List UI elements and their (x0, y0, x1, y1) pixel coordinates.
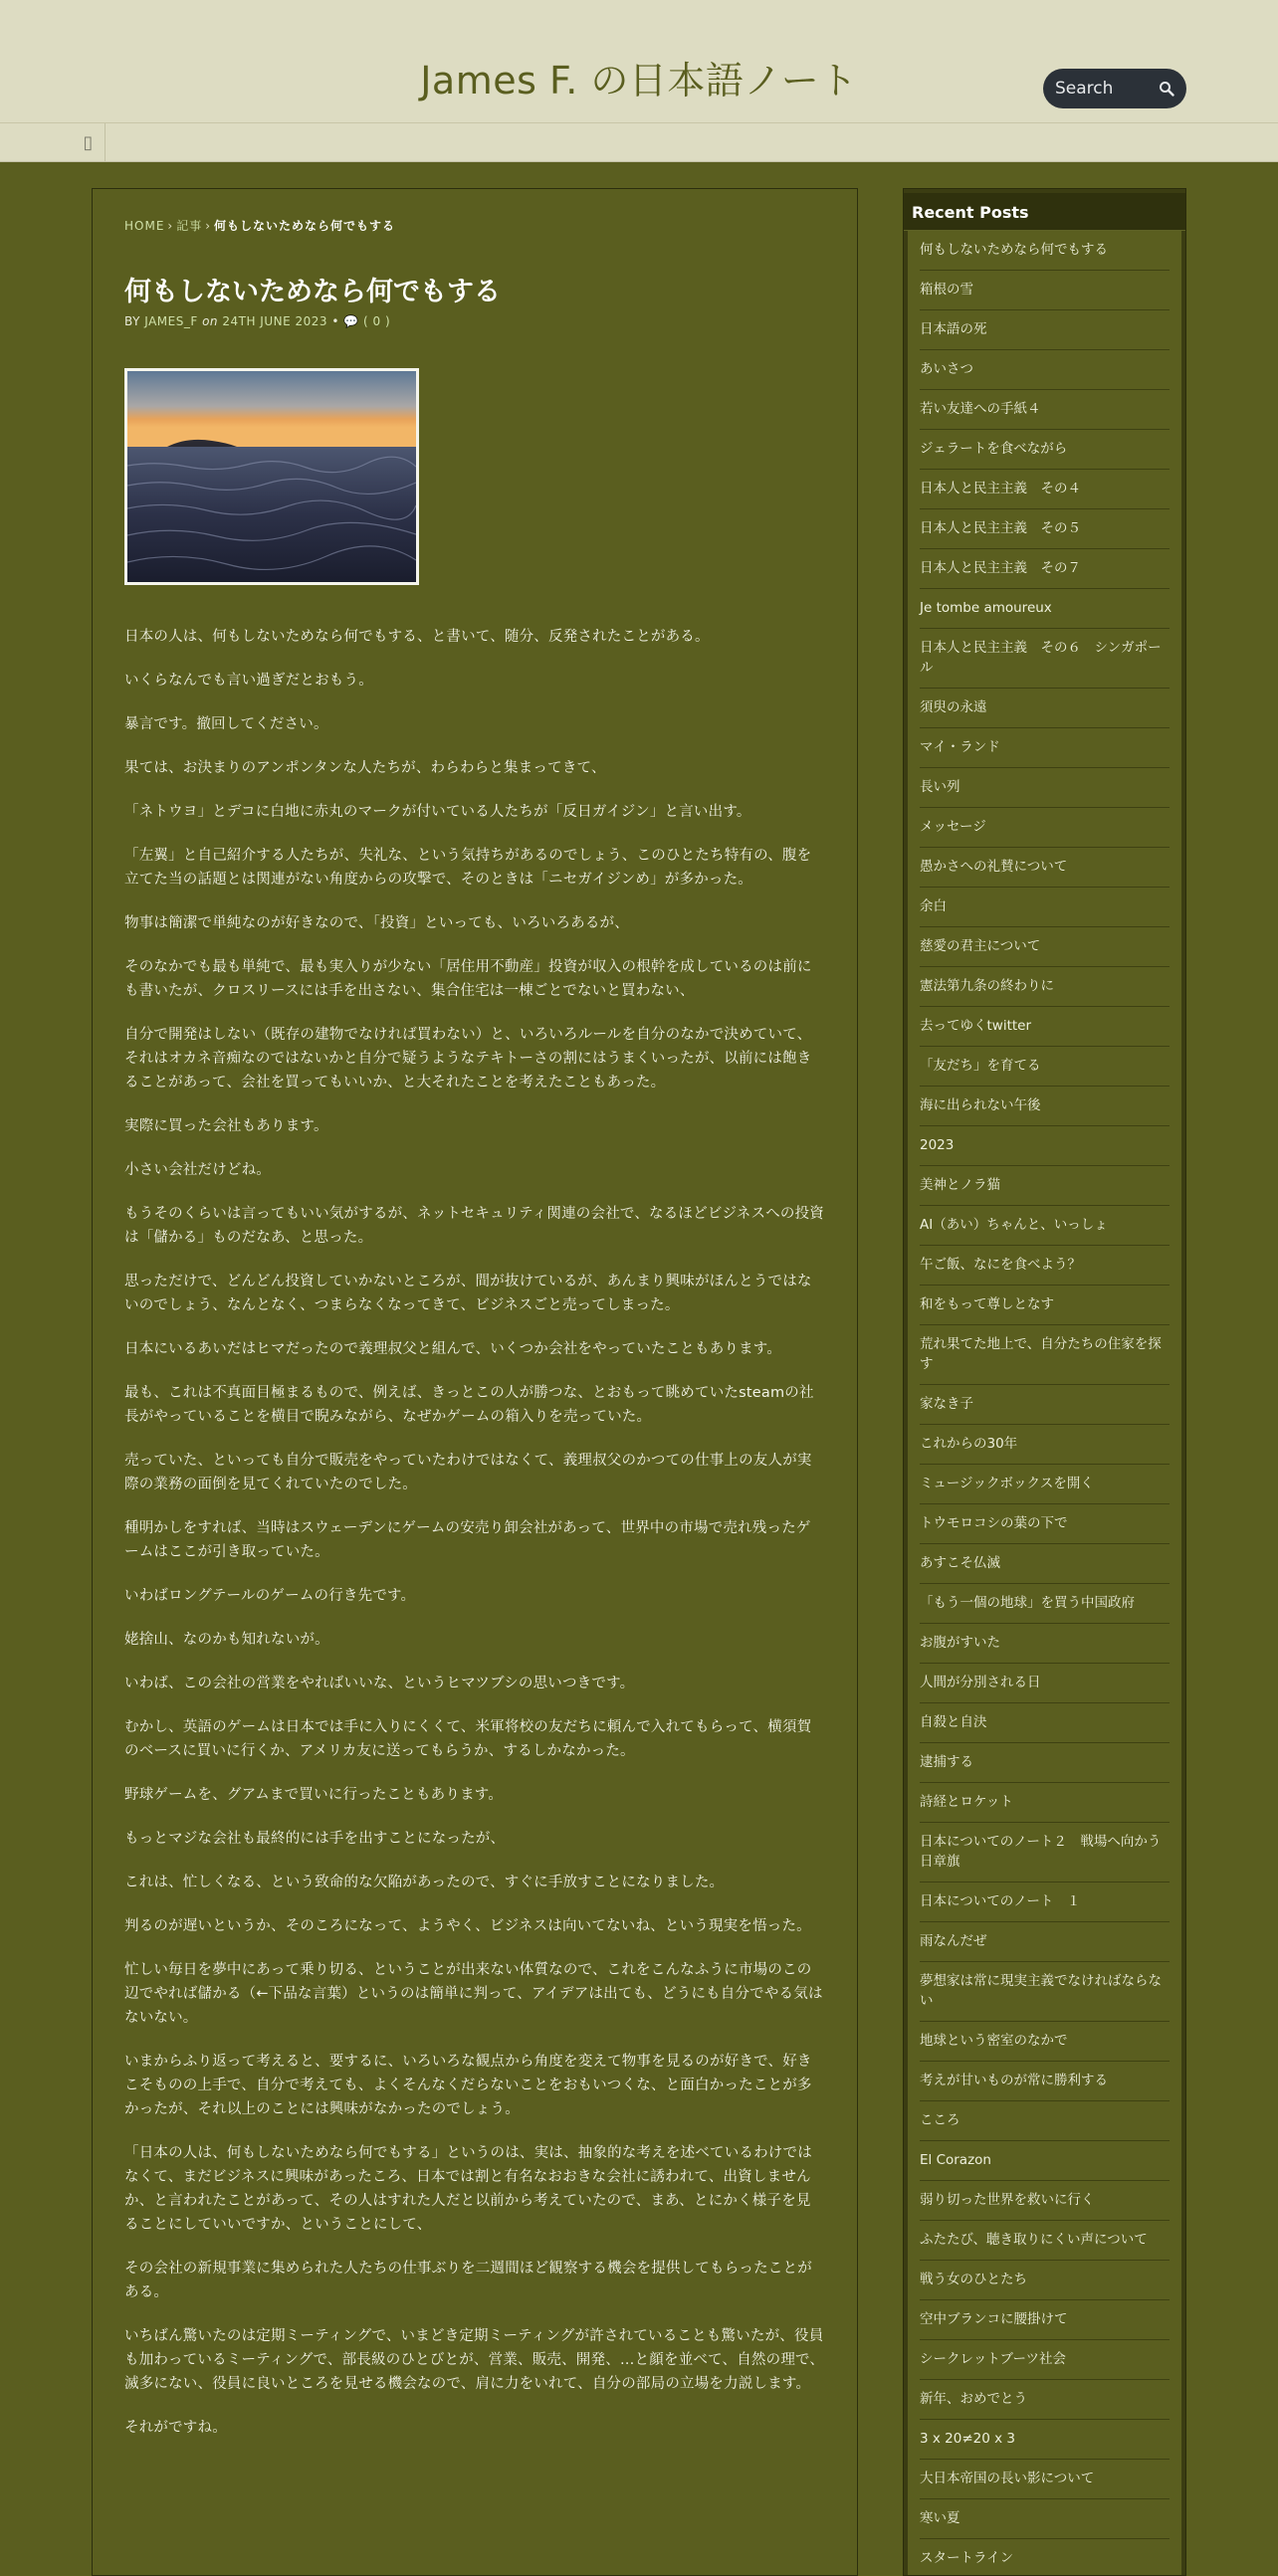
recent-post-link[interactable]: 地球という密室のなかで (920, 2022, 1170, 2062)
recent-post-link[interactable]: 考えが甘いものが常に勝利する (920, 2062, 1170, 2101)
recent-post-link[interactable]: 2023 (920, 1126, 1170, 1166)
recent-post-link[interactable]: 和をもって尊しとなす (920, 1286, 1170, 1325)
recent-post-link[interactable]: 人間が分別される日 (920, 1664, 1170, 1703)
nav-bar (0, 123, 1278, 162)
recent-post-link[interactable]: 戦う女のひとたち (920, 2261, 1170, 2300)
recent-post-link[interactable]: お腹がすいた (920, 1624, 1170, 1664)
recent-post-link[interactable]: 日本人と民主主義 その６ シンガポール (920, 629, 1170, 689)
recent-post-link[interactable]: ジェラートを食べながら (920, 430, 1170, 470)
author-link[interactable]: JAMES_F (144, 314, 198, 328)
post-paragraph: それがですね。 (124, 2420, 227, 2436)
post-paragraph: むかし、英語のゲームは日本では手に入りにくくて、米軍将校の友だちに頼んで入れてもらって、横須賀のベースに買いに行くか、アメリカ友に送ってもらうか、するしかなかった。 (124, 1719, 812, 1759)
post-paragraph: 日本にいるあいだはヒマだったので義理叔父と組んで、いくつか会社をやっていたこともあります。 (124, 1341, 782, 1357)
post-paragraph: 「日本の人は、何もしないためなら何でもする」というのは、実は、抽象的な考えを述べているわけではなくて、まだビジネスに興味があったころ、日本では割と有名なおおきな会社に誘われて、出資しませんか、と言われたことがあって、その人はすれた人だと以前から考えていたので、まあ、とにかく様子を見ることにしていいですか、ということにして、 (124, 2145, 812, 2233)
recent-post-link[interactable]: 慈愛の君主について (920, 927, 1170, 967)
breadcrumb-current: 何もしないためなら何でもする (214, 219, 396, 233)
featured-image (124, 368, 419, 585)
recent-post-link[interactable]: シークレットブーツ社会 (920, 2340, 1170, 2380)
site-header (0, 0, 1278, 123)
recent-post-link[interactable]: 日本についてのノート １ (920, 1882, 1170, 1922)
recent-posts-title: Recent Posts (904, 193, 1185, 231)
recent-post-link[interactable]: あいさつ (920, 350, 1170, 390)
recent-post-link[interactable]: 須臾の永遠 (920, 689, 1170, 728)
recent-post-link[interactable]: あすこそ仏滅 (920, 1544, 1170, 1584)
recent-post-link[interactable]: 「友だち」を育てる (920, 1047, 1170, 1087)
recent-post-link[interactable]: 弱り切った世界を救いに行く (920, 2181, 1170, 2221)
recent-post-link[interactable]: 日本についてのノート２ 戦場へ向かう日章旗 (920, 1823, 1170, 1882)
recent-post-link[interactable]: 寒い夏 (920, 2499, 1170, 2539)
recent-post-link[interactable]: Je tombe amoureux (920, 589, 1170, 629)
comments-link[interactable]: ( 0 ) (363, 314, 391, 328)
post-paragraph: 小さい会社だけどね。 (124, 1162, 271, 1178)
post-title: 何もしないためなら何でもする (124, 277, 501, 307)
breadcrumb-home[interactable]: HOME (124, 219, 165, 233)
recent-post-link[interactable]: ふたたび、聴き取りにくい声について (920, 2221, 1170, 2261)
breadcrumb-separator: › (167, 219, 174, 233)
recent-post-link[interactable]: 雨なんだぜ (920, 1922, 1170, 1962)
recent-post-link[interactable]: 「もう一個の地球」を買う中国政府 (920, 1584, 1170, 1624)
post-paragraph: 物事は簡潔で単純なのが好きなので、「投資」といっても、いろいろあるが、 (124, 915, 629, 931)
recent-post-link[interactable]: 余白 (920, 888, 1170, 927)
recent-post-link[interactable]: 詩経とロケット (920, 1783, 1170, 1823)
post-paragraph: 野球ゲームを、グアムまで買いに行ったこともあります。 (124, 1787, 504, 1803)
recent-post-link[interactable]: AI（あい）ちゃんと、いっしょ (920, 1206, 1170, 1246)
main-content (92, 188, 858, 2576)
recent-post-link[interactable]: 自殺と自決 (920, 1703, 1170, 1743)
post-paragraph: 最も、これは不真面目極まるもので、例えば、きっとこの人が勝つな、とおもって眺めていたsteamの社長がやっていることを横目で睨みながら、なぜかゲームの箱入りを売っていた。 (124, 1385, 814, 1425)
post-paragraph: いまからふり返って考えると、要するに、いろいろな観点から角度を変えて物事を見るのが好きで、好きこそものの上手で、自分で考えても、よくそんなくだらないことをおもいつくな、と面白かったことが多かったが、それ以上のことには興味がなかったのでしょう。 (124, 2054, 812, 2117)
recent-post-link[interactable]: スタートライン (920, 2539, 1170, 2576)
recent-post-link[interactable]: 新年、おめでとう (920, 2380, 1170, 2420)
recent-post-link[interactable]: 長い列 (920, 768, 1170, 808)
meta-dot: • (331, 314, 339, 328)
recent-post-link[interactable]: トウモロコシの葉の下で (920, 1504, 1170, 1544)
post-paragraph: 思っただけで、どんどん投資していかないところが、間が抜けているが、あんまり興味がほんとうではないのでしょう、なんとなく、つまらなくなってきて、ビジネスごと売ってしまった。 (124, 1274, 812, 1313)
site-title[interactable]: James F. の日本語ノート (420, 59, 858, 102)
recent-post-link[interactable]: 空中ブランコに腰掛けて (920, 2300, 1170, 2340)
post-paragraph: 売っていた、といっても自分で販売をやっていたわけではなくて、義理叔父のかつての仕事上の友人が実際の業務の面倒を見てくれていたのでした。 (124, 1453, 812, 1492)
menu-toggle-icon[interactable]: ▯ (72, 123, 106, 161)
recent-post-link[interactable]: ミュージックボックスを開く (920, 1465, 1170, 1504)
recent-post-link[interactable]: 日本人と民主主義 その５ (920, 509, 1170, 549)
post-paragraph: 果ては、お決まりのアンポンタンな人たちが、わらわらと集まってきて、 (124, 760, 606, 776)
recent-post-link[interactable]: 日本人と民主主義 その７ (920, 549, 1170, 589)
recent-post-link[interactable]: 荒れ果てた地上で、自分たちの住家を探す (920, 1325, 1170, 1385)
post-paragraph: 「左翼」と自己紹介する人たちが、失礼な、という気持ちがあるのでしょう、このひとたち特有の、腹を立てた当の話題とは関連がない角度からの攻撃で、そのときは「ニセガイジンめ」が多かった。 (124, 848, 812, 888)
breadcrumb (124, 217, 825, 234)
breadcrumb-separator: › (205, 219, 212, 233)
post-meta (124, 314, 825, 328)
recent-post-link[interactable]: El Corazon (920, 2141, 1170, 2181)
search-icon[interactable] (1159, 81, 1174, 97)
recent-post-link[interactable]: 愚かさへの礼賛について (920, 848, 1170, 888)
post-paragraph: もっとマジな会社も最終的には手を出すことになったが、 (124, 1831, 506, 1847)
recent-post-link[interactable]: 箱根の雪 (920, 271, 1170, 310)
recent-post-link[interactable]: 大日本帝国の長い影について (920, 2460, 1170, 2499)
meta-on: on (202, 314, 219, 328)
post-paragraph: その会社の新規事業に集められた人たちの仕事ぶりを二週間ほど観察する機会を提供してもらったことがある。 (124, 2261, 812, 2300)
post-content (124, 625, 825, 2440)
post-paragraph: 日本の人は、何もしないためなら何でもする、と書いて、随分、反発されたことがある。 (124, 629, 710, 645)
recent-post-link[interactable]: 3 x 20≠20 x 3 (920, 2420, 1170, 2460)
post-paragraph: いちばん驚いたのは定期ミーティングで、いまどき定期ミーティングが許されていることも驚いたが、役員も加わっているミーティングで、部長級のひとびとが、営業、販売、開発、…と顔を並べて、自然の理で、滅多にない、役員に良いところを見せる機会なので、肩に力をいれて、自分の部局の立場を力説します。 (124, 2328, 825, 2392)
recent-post-link[interactable]: 美神とノラ猫 (920, 1166, 1170, 1206)
post-paragraph: これは、忙しくなる、という致命的な欠陥があったので、すぐに手放すことになりました。 (124, 1875, 725, 1890)
comment-icon[interactable]: 💬 (343, 314, 359, 328)
search-input[interactable] (1055, 79, 1155, 99)
search-box[interactable] (1043, 69, 1186, 108)
post-paragraph: 判るのが遅いというか、そのころになって、ようやく、ビジネスは向いてないね、という現実を悟った。 (124, 1918, 811, 1934)
meta-by: BY (124, 314, 140, 328)
recent-post-link[interactable]: マイ・ランド (920, 728, 1170, 768)
post-paragraph: いわば、この会社の営業をやればいいな、というヒマツブシの思いつきです。 (124, 1676, 635, 1691)
post-paragraph: もうそのくらいは言ってもいい気がするが、ネットセキュリティ関連の会社で、なるほどビジネスへの投資は「儲かる」ものだなあ、と思った。 (124, 1206, 824, 1246)
sidebar (903, 188, 1186, 2576)
post-paragraph: 実際に買った会社もあります。 (124, 1118, 328, 1134)
post-paragraph: いくらなんでも言い過ぎだとおもう。 (124, 673, 373, 689)
post-paragraph: そのなかでも最も単純で、最も実入りが少ない「居住用不動産」投資が収入の根幹を成しているのは前にも書いたが、クロスリースには手を出さない、集合住宅は一棟ごとでないと買わない、 (124, 959, 812, 999)
post-paragraph: 忙しい毎日を夢中にあって乗り切る、ということが出来ない体質なので、これをこんなふうに市場のこの辺でやれば儲かる（←下品な言葉）というのは簡単に判って、アイデアは出ても、どうにも自分でやる気はないない。 (124, 1962, 823, 2026)
recent-post-link[interactable]: 逮捕する (920, 1743, 1170, 1783)
recent-posts-list (908, 231, 1181, 2576)
recent-post-link[interactable]: 家なき子 (920, 1385, 1170, 1425)
recent-post-link[interactable]: こころ (920, 2101, 1170, 2141)
post-paragraph: いわばロングテールのゲームの行き先です。 (124, 1588, 416, 1604)
recent-post-link[interactable]: これからの30年 (920, 1425, 1170, 1465)
post-paragraph: 姥捨山、なのかも知れないが。 (124, 1632, 329, 1648)
post-paragraph: 暴言です。撤回してください。 (124, 716, 328, 732)
recent-post-link[interactable]: 若い友達への手紙４ (920, 390, 1170, 430)
post-paragraph: 自分で開発はしない（既存の建物でなければ買わない）と、いろいろルールを自分のなかで決めていて、それはオカネ音痴なのではないかと自分で疑うようなテキトーさの割にはうまくいったが、以前には飽きることがあって、会社を買ってもいいか、と大それたことを考えたこともあった。 (124, 1027, 812, 1090)
recent-post-link[interactable]: メッセージ (920, 808, 1170, 848)
recent-post-link[interactable]: 去ってゆくtwitter (920, 1007, 1170, 1047)
recent-post-link[interactable]: 夢想家は常に現実主義でなければならない (920, 1962, 1170, 2022)
post-paragraph: 「ネトウヨ」とデコに白地に赤丸のマークが付いている人たちが「反日ガイジン」と言い出す。 (124, 804, 751, 820)
date-link[interactable]: 24TH JUNE 2023 (222, 314, 328, 328)
recent-post-link[interactable]: 何もしないためなら何でもする (920, 231, 1170, 271)
breadcrumb-category[interactable]: 記事 (176, 219, 203, 233)
recent-post-link[interactable]: 午ご飯、なにを食べよう？ (920, 1246, 1170, 1286)
recent-post-link[interactable]: 海に出られない午後 (920, 1087, 1170, 1126)
post-paragraph: 種明かしをすれば、当時はスウェーデンにゲームの安売り卸会社があって、世界中の市場で売れ残ったゲームはここが引き取っていた。 (124, 1520, 811, 1560)
recent-post-link[interactable]: 日本語の死 (920, 310, 1170, 350)
recent-post-link[interactable]: 日本人と民主主義 その４ (920, 470, 1170, 509)
recent-post-link[interactable]: 憲法第九条の終わりに (920, 967, 1170, 1007)
